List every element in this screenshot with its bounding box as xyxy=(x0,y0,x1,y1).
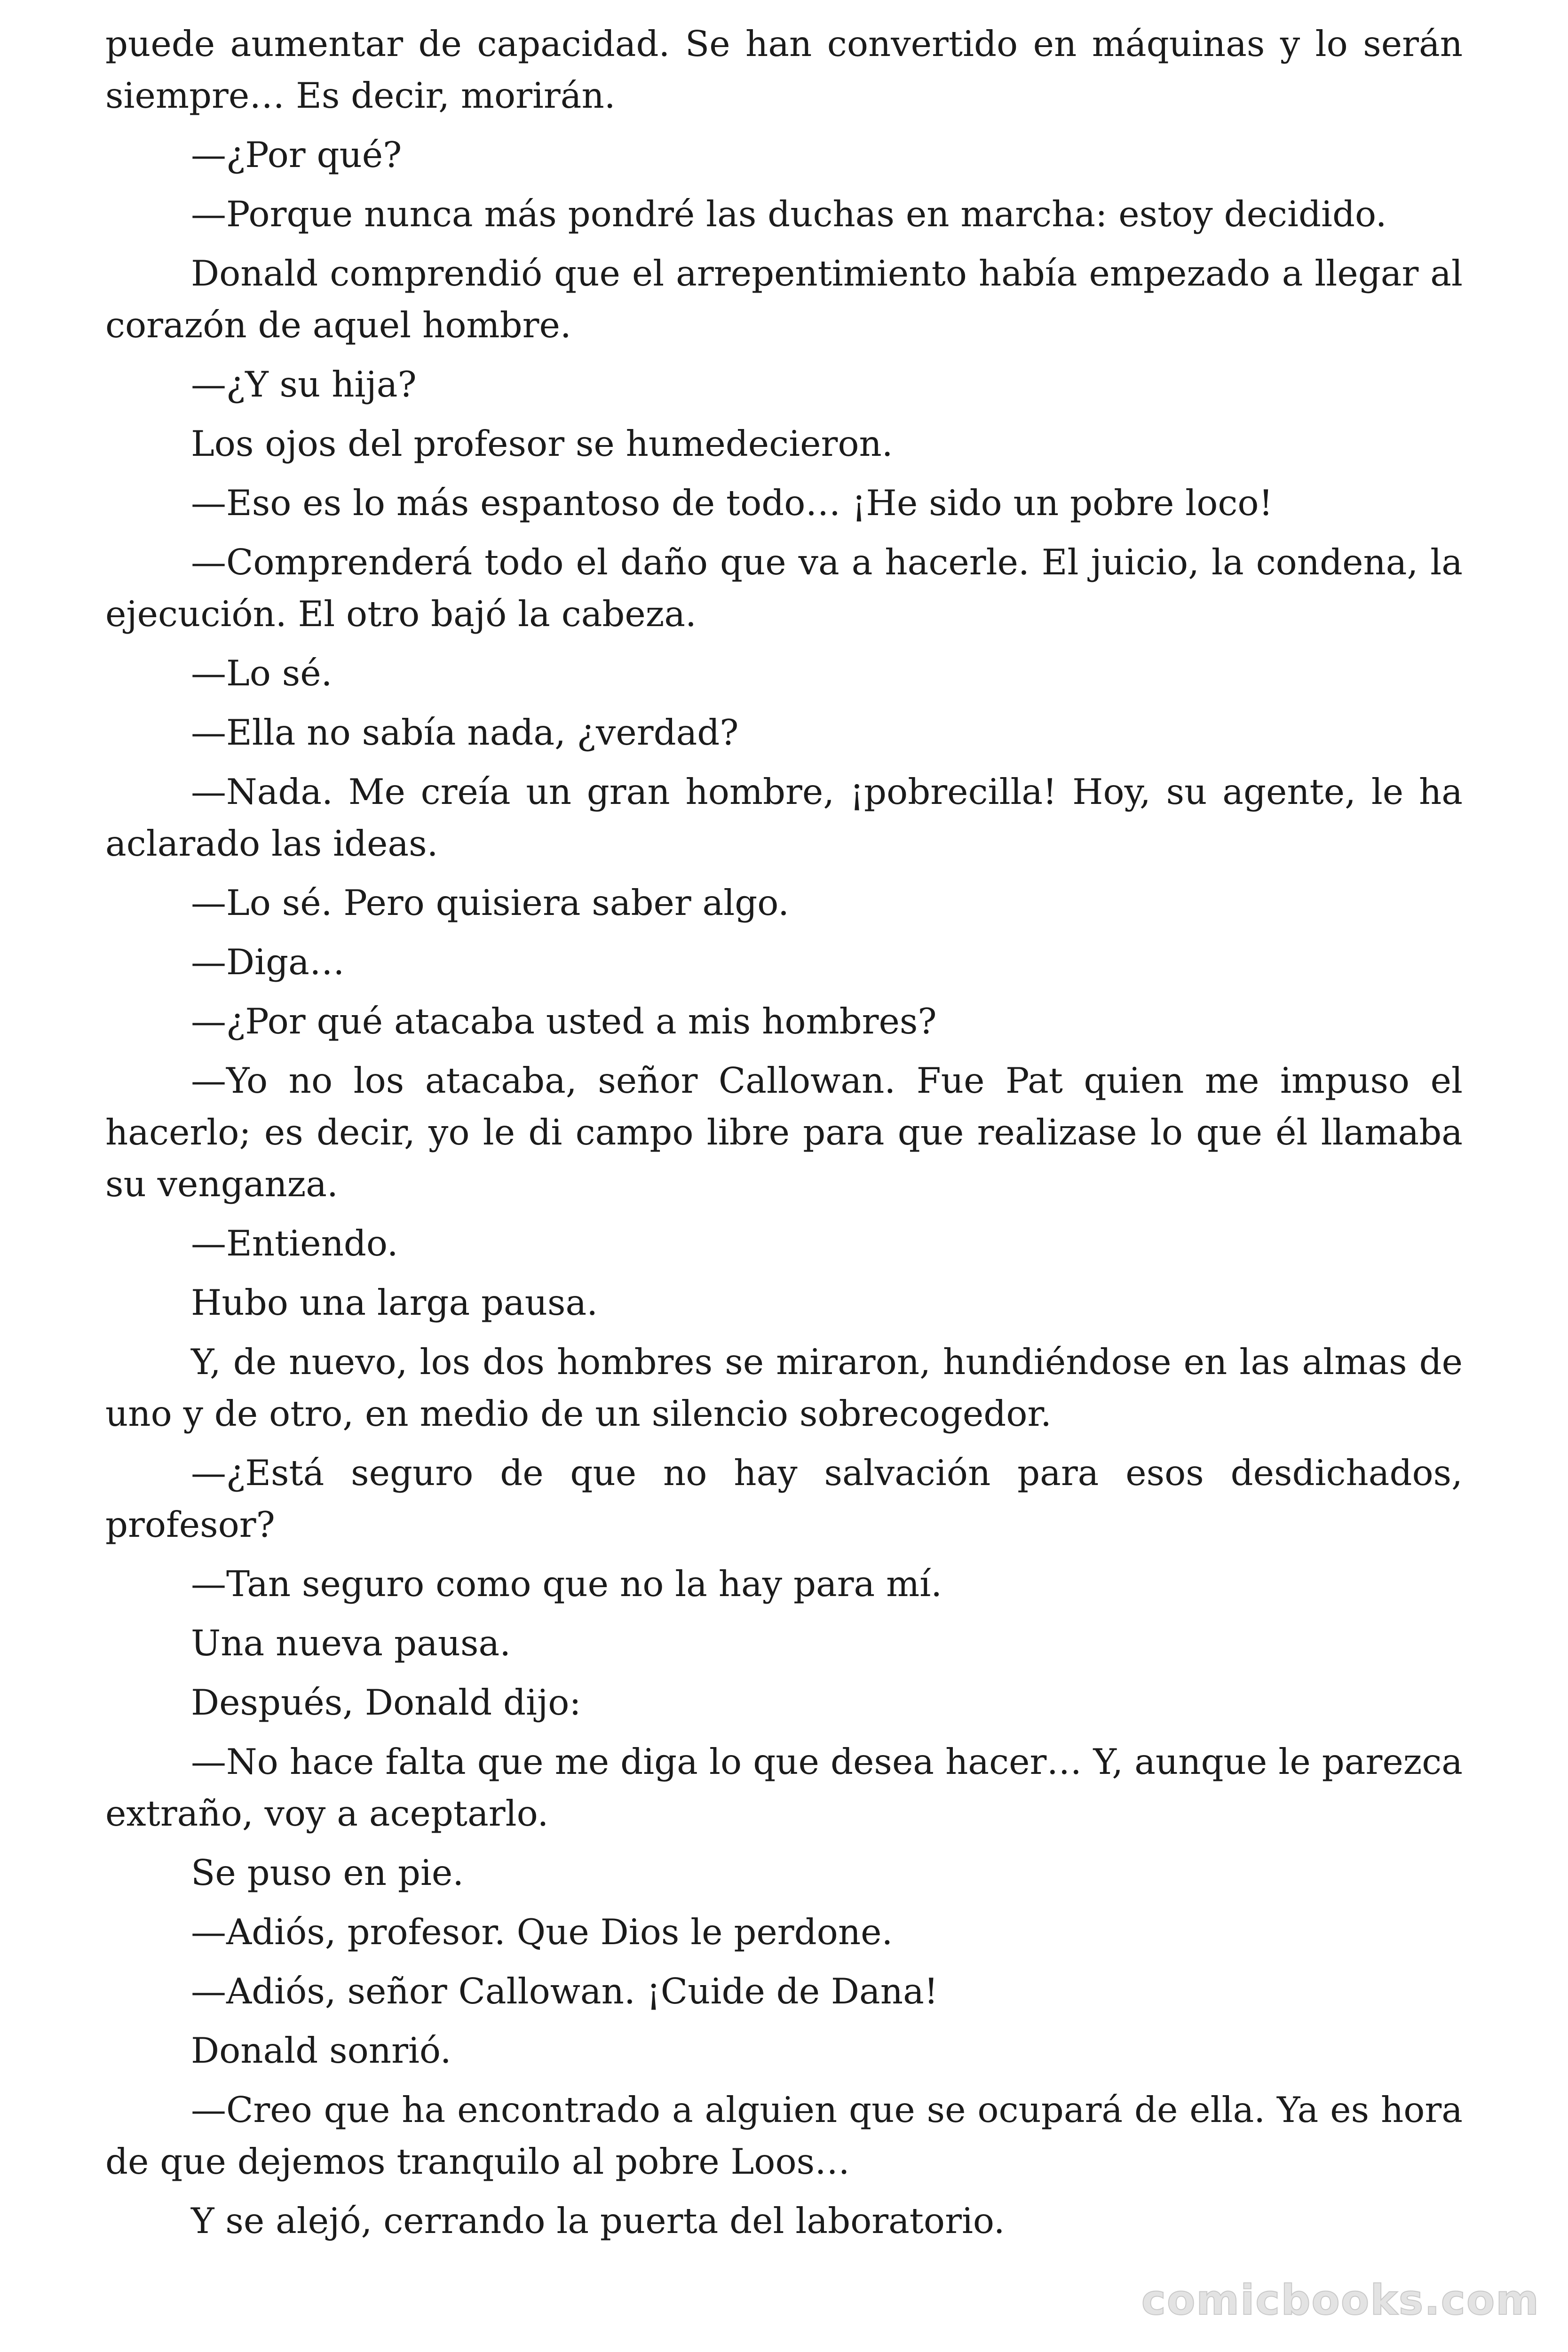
paragraph: —Eso es lo más espantoso de todo… ¡He sido un pobre loco! xyxy=(191,482,1273,524)
paragraph: Hubo una larga pausa. xyxy=(191,1282,598,1323)
paragraph: —Diga… xyxy=(191,941,345,983)
paragraph: Los ojos del profesor se humedecieron. xyxy=(191,423,893,464)
paragraph: —¿Y su hija? xyxy=(191,364,417,405)
paragraph: —¿Por qué? xyxy=(191,134,402,175)
paragraph: —No hace falta que me diga lo que desea hacer… Y, aunque le parezca extraño, voy a aceptarlo. xyxy=(105,1741,1463,1834)
paragraph: —Comprenderá todo el daño que va a hacerle. El juicio, la condena, la ejecución. El otro bajó la cabeza. xyxy=(105,541,1463,635)
text-column xyxy=(105,18,1463,2254)
paragraph: Donald comprendió que el arrepentimiento había empezado a llegar al corazón de aquel hombre. xyxy=(105,253,1463,346)
paragraph: Y, de nuevo, los dos hombres se miraron, hundiéndose en las almas de uno y de otro, en medio de un silencio sobrecogedor. xyxy=(105,1341,1463,1434)
paragraph: —Lo sé. Pero quisiera saber algo. xyxy=(191,882,789,923)
paragraph: —Porque nunca más pondré las duchas en marcha: estoy decidido. xyxy=(191,193,1387,235)
paragraph: —Adiós, señor Callowan. ¡Cuide de Dana! xyxy=(191,1971,938,2012)
paragraph: Después, Donald dijo: xyxy=(191,1682,581,1723)
paragraph: —¿Está seguro de que no hay salvación para esos desdichados, profesor? xyxy=(105,1452,1463,1545)
paragraph: —¿Por qué atacaba usted a mis hombres? xyxy=(191,1001,937,1042)
paragraph: —Ella no sabía nada, ¿verdad? xyxy=(191,712,739,753)
paragraph: —Nada. Me creía un gran hombre, ¡pobrecilla! Hoy, su agente, le ha aclarado las ideas. xyxy=(105,771,1463,864)
paragraph: —Lo sé. xyxy=(191,652,333,694)
paragraph: —Entiendo. xyxy=(191,1223,398,1264)
paragraph: Y se alejó, cerrando la puerta del laboratorio. xyxy=(191,2200,1005,2241)
paragraph: —Tan seguro como que no la hay para mí. xyxy=(191,1563,942,1605)
paragraph: puede aumentar de capacidad. Se han convertido en máquinas y lo serán siempre… Es decir, morirán. xyxy=(105,23,1463,116)
paragraph: —Adiós, profesor. Que Dios le perdone. xyxy=(191,1911,893,1953)
watermark: comicbooks.com xyxy=(1141,2276,1540,2324)
paragraph: Se puso en pie. xyxy=(191,1852,464,1893)
paragraph: Donald sonrió. xyxy=(191,2030,451,2071)
paragraph: —Creo que ha encontrado a alguien que se ocupará de ella. Ya es hora de que dejemos tranquilo al pobre Loos… xyxy=(105,2089,1463,2182)
paragraph: —Yo no los atacaba, señor Callowan. Fue Pat quien me impuso el hacerlo; es decir, yo le di campo libre para que realizase lo que él llamaba su venganza. xyxy=(105,1060,1463,1205)
paragraph: Una nueva pausa. xyxy=(191,1622,511,1664)
